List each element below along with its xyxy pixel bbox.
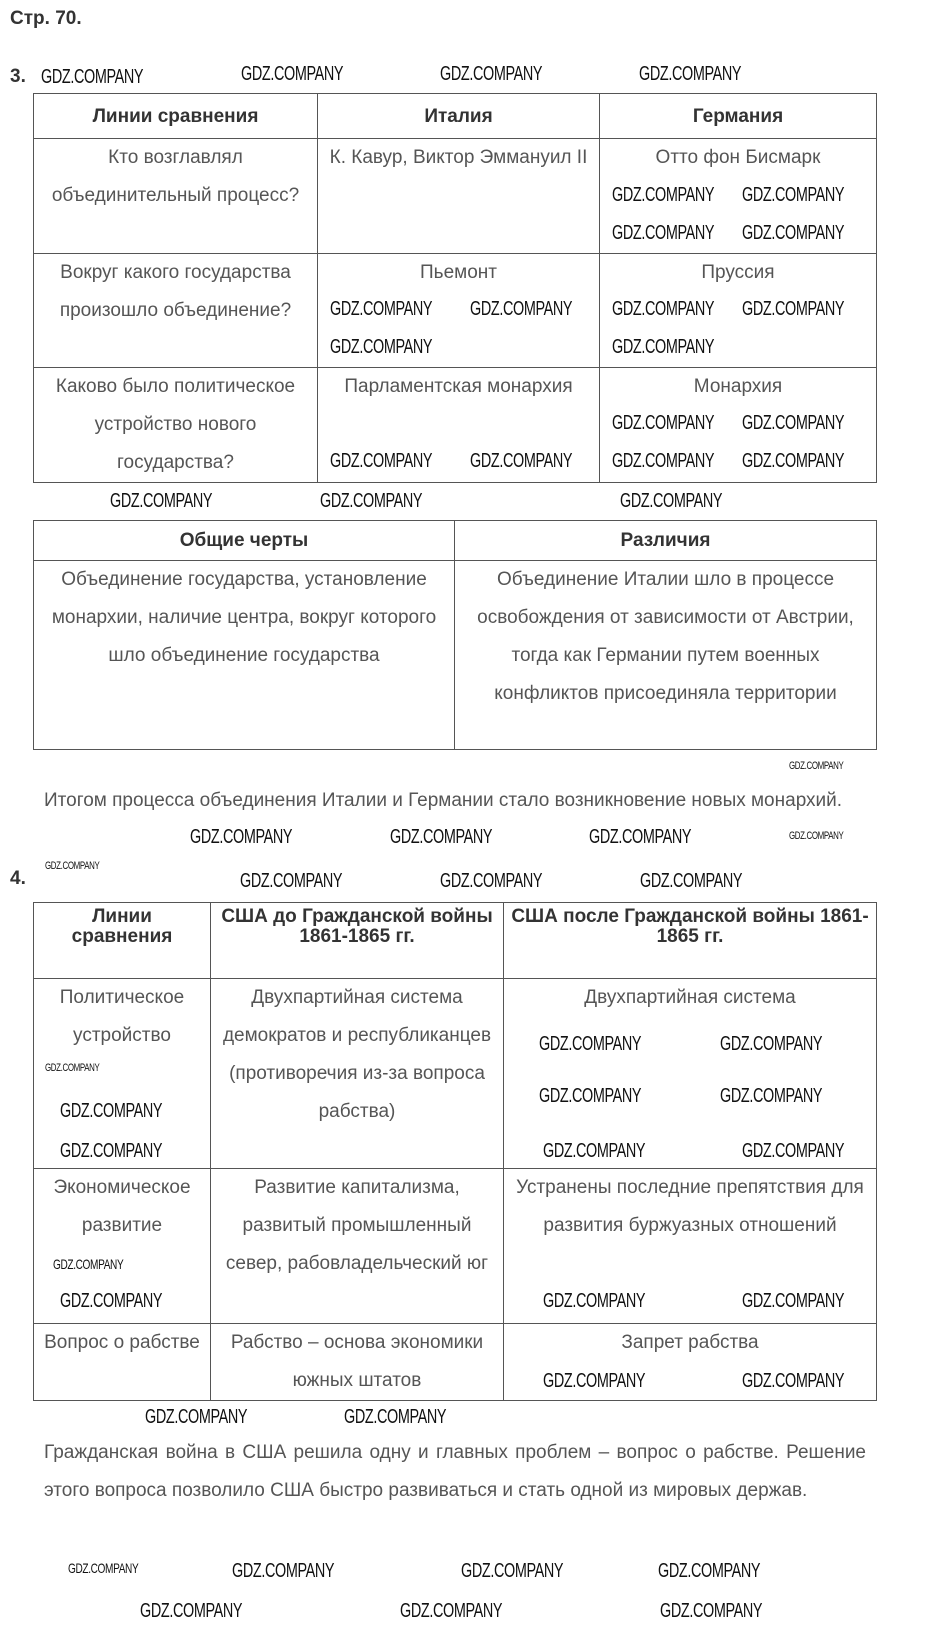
watermark: GDZ.COMPANY xyxy=(60,1140,163,1162)
watermark: GDZ.COMPANY xyxy=(543,1140,646,1162)
watermark: GDZ.COMPANY xyxy=(742,1370,845,1392)
table-cell: Рабство – основа экономики южных штатов xyxy=(211,1324,504,1401)
watermark: GDZ.COMPANY xyxy=(612,222,715,244)
watermark: GDZ.COMPANY xyxy=(742,412,845,434)
watermark: GDZ.COMPANY xyxy=(612,450,715,472)
table-cell: Отто фон Бисмарк xyxy=(600,139,877,254)
watermark: GDZ.COMPANY xyxy=(639,63,742,85)
table-cell: Вопрос о рабстве xyxy=(34,1324,211,1401)
watermark: GDZ.COMPANY xyxy=(330,298,433,320)
header-cell: Линии сравнения xyxy=(34,94,318,139)
table-cell: Запрет рабства xyxy=(504,1324,877,1401)
watermark: GDZ.COMPANY xyxy=(612,298,715,320)
watermark: GDZ.COMPANY xyxy=(344,1406,447,1428)
watermark: GDZ.COMPANY xyxy=(400,1600,503,1622)
watermark: GDZ.COMPANY xyxy=(470,450,573,472)
watermark: GDZ.COMPANY xyxy=(720,1085,823,1107)
watermark: GDZ.COMPANY xyxy=(612,336,715,358)
watermark: GDZ.COMPANY xyxy=(68,1560,139,1576)
table-cell: Политическое устройство xyxy=(34,979,211,1169)
watermark: GDZ.COMPANY xyxy=(720,1033,823,1055)
watermark: GDZ.COMPANY xyxy=(742,1290,845,1312)
watermark: GDZ.COMPANY xyxy=(140,1600,243,1622)
watermark: GDZ.COMPANY xyxy=(612,184,715,206)
table-header-row xyxy=(34,903,877,979)
watermark: GDZ.COMPANY xyxy=(440,63,543,85)
task-4-conclusion: Гражданская война в США решила одну и главных проблем – вопрос о рабстве. Решение этого вопроса позволило США быстро развиваться и стать одной из мировых держав. xyxy=(44,1442,866,1501)
watermark: GDZ.COMPANY xyxy=(330,336,433,358)
header-cell: Общие черты xyxy=(34,521,455,561)
task-3-conclusion: Итогом процесса объединения Италии и Германии стало возникновение новых монархий. xyxy=(44,790,843,811)
watermark: GDZ.COMPANY xyxy=(60,1100,163,1122)
watermark: GDZ.COMPANY xyxy=(110,490,213,512)
watermark: GDZ.COMPANY xyxy=(742,450,845,472)
watermark: GDZ.COMPANY xyxy=(232,1560,335,1582)
watermark: GDZ.COMPANY xyxy=(789,760,844,772)
watermark: GDZ.COMPANY xyxy=(612,412,715,434)
table-cell: Кто возглавлял объединительный процесс? xyxy=(34,139,318,254)
table-cell: Экономическое развитие xyxy=(34,1169,211,1324)
table-cell: Парламентская монархия xyxy=(318,368,600,483)
watermark: GDZ.COMPANY xyxy=(190,826,293,848)
watermark: GDZ.COMPANY xyxy=(742,298,845,320)
watermark: GDZ.COMPANY xyxy=(543,1290,646,1312)
watermark: GDZ.COMPANY xyxy=(45,1062,100,1074)
watermark: GDZ.COMPANY xyxy=(742,184,845,206)
header-cell: США до Гражданской войны 1861-1865 гг. xyxy=(211,903,504,979)
header-cell: Италия xyxy=(318,94,600,139)
header-cell: Различия xyxy=(455,521,877,561)
table-header-row xyxy=(34,521,877,561)
table-cell: Каково было политическое устройство нового государства? xyxy=(34,368,318,483)
common-differences-table xyxy=(33,520,877,750)
table-cell: Пьемонт xyxy=(318,254,600,368)
watermark: GDZ.COMPANY xyxy=(440,870,543,892)
table-cell: Пруссия xyxy=(600,254,877,368)
watermark: GDZ.COMPANY xyxy=(742,222,845,244)
watermark: GDZ.COMPANY xyxy=(41,66,144,88)
task-4-number: 4. xyxy=(10,868,26,889)
watermark: GDZ.COMPANY xyxy=(742,1140,845,1162)
watermark: GDZ.COMPANY xyxy=(240,870,343,892)
watermark: GDZ.COMPANY xyxy=(539,1033,642,1055)
table-cell: Двухпартийная система демократов и республиканцев (противоречия из-за вопроса рабства) xyxy=(211,979,504,1169)
watermark: GDZ.COMPANY xyxy=(539,1085,642,1107)
task-3-number: 3. xyxy=(10,66,26,87)
watermark: GDZ.COMPANY xyxy=(789,830,844,842)
watermark: GDZ.COMPANY xyxy=(60,1290,163,1312)
watermark: GDZ.COMPANY xyxy=(620,490,723,512)
watermark: GDZ.COMPANY xyxy=(470,298,573,320)
table-cell: Двухпартийная система xyxy=(504,979,877,1169)
header-cell: Линии сравнения xyxy=(34,903,211,979)
table-cell: К. Кавур, Виктор Эммануил II xyxy=(318,139,600,254)
watermark: GDZ.COMPANY xyxy=(660,1600,763,1622)
table-cell: Устранены последние препятствия для развития буржуазных отношений xyxy=(504,1169,877,1324)
header-cell: Германия xyxy=(600,94,877,139)
page-title: Стр. 70. xyxy=(10,8,82,29)
watermark: GDZ.COMPANY xyxy=(145,1406,248,1428)
watermark: GDZ.COMPANY xyxy=(53,1256,124,1272)
header-cell: США после Гражданской войны 1861-1865 гг. xyxy=(504,903,877,979)
table-cell: Объединение государства, установление монархии, наличие центра, вокруг которого шло объединение государства xyxy=(34,561,455,750)
table-cell: Монархия xyxy=(600,368,877,483)
table-cell: Объединение Италии шло в процессе освобождения от зависимости от Австрии, тогда как Германии путем военных конфликтов присоединяла территории xyxy=(455,561,877,750)
watermark: GDZ.COMPANY xyxy=(658,1560,761,1582)
watermark: GDZ.COMPANY xyxy=(330,450,433,472)
watermark: GDZ.COMPANY xyxy=(45,860,100,872)
watermark: GDZ.COMPANY xyxy=(461,1560,564,1582)
table-cell: Вокруг какого государства произошло объединение? xyxy=(34,254,318,368)
watermark: GDZ.COMPANY xyxy=(320,490,423,512)
watermark: GDZ.COMPANY xyxy=(241,63,344,85)
watermark: GDZ.COMPANY xyxy=(390,826,493,848)
table-row xyxy=(34,561,877,750)
watermark: GDZ.COMPANY xyxy=(543,1370,646,1392)
table-header-row xyxy=(34,94,877,139)
watermark: GDZ.COMPANY xyxy=(589,826,692,848)
table-cell: Развитие капитализма, развитый промышленный север, рабовладельческий юг xyxy=(211,1169,504,1324)
watermark: GDZ.COMPANY xyxy=(640,870,743,892)
